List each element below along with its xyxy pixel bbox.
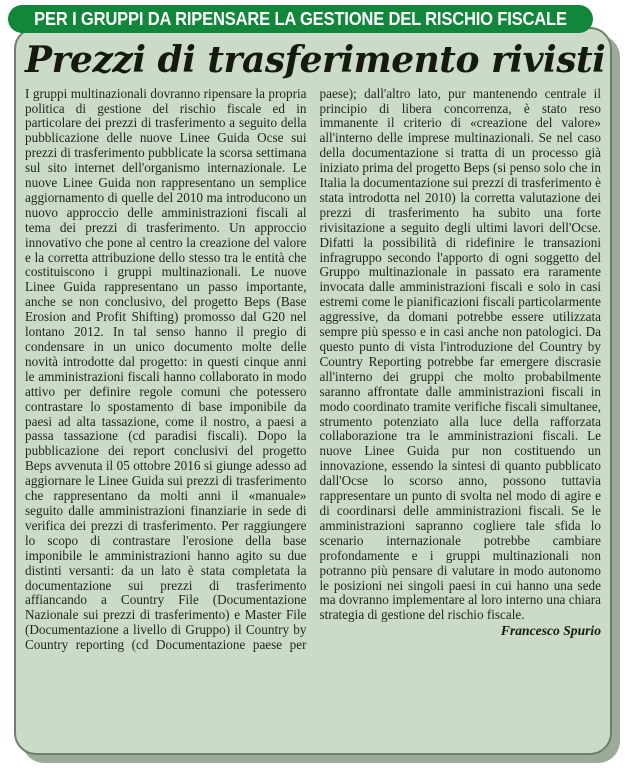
kicker-banner-label: PER I GRUPPI DA RIPENSARE LA GESTIONE DEL RISCHIO FISCALE (34, 9, 567, 29)
article-paragraph: I gruppi multinazionali dovranno ripensare la propria politica di gestione del rischio fiscale ed in particolare dei prezzi di trasferimento a seguito della pubblicazione delle nuove Linee Guida Ocse sui prezzi di trasferimento pubblicate la scorsa settimana sul sito internet dell'organismo internazionale. Le nuove Linee Guida non rappresentano un semplice aggiornamento di quelle del 2010 ma introducono un nuovo approccio delle amministrazioni fiscali al tema dei prezzi di trasferimento. Un approccio innovativo che pone al centro la creazione del valore e la corretta attribuzione dello stesso tra le entità che costituiscono i gruppi multinazionali. Le nuove Linee Guida rappresentano un passo importante, anche se non conclusivo, del progetto Beps (Base Erosion and Profit Shifting) promosso dal G20 nel lontano 2012. In tal senso hanno il pregio di condensare in un unico documento molte delle novità introdotte dal progetto: in questi cinque anni le amministrazioni fiscali hanno collaborato in modo attivo per definire regole comuni che potessero contrastare lo spostamento di base imponibile da paesi ad alta tassazione, come il nostro, a paesi a passa tassazione (cd paradisi fiscali). Dopo la pubblicazione dei report conclusivi del progetto Beps avvenuta il 05 ottobre 2016 si giunge adesso ad aggiornare le Linee Guida sui prezzi di trasferimento che rappresentano da molti anni il «manuale» seguito dalle amministrazioni finanziarie in sede di verifica dei prezzi di trasferimento. Per raggiungere lo scopo di contrastare l'erosione della base imponibile le amministrazioni hanno agito su due distinti versanti: da un lato è stata completata la documentazione sui prezzi di trasferimento affiancando a Country File (Documentazione Nazionale sui prezzi di trasferimento) e Master File (Documentazione a livello di Gruppo) il Country by Country reporting (cd Documentazione paese per paese); dall'altro lato, pur mantenendo centrale il principio di libera concorrenza, è stato reso immanente il criterio di «creazione del valore» all'interno delle imprese multinazionali. Se nel caso della documentazione si tratta di un processo già iniziato prima del progetto Beps (si penso solo che in Italia la documentazione sui prezzi di trasferimento è stata introdotta nel 2010) la corretta valutazione dei prezzi di trasferimento ha subito una forte rivisitazione a seguito degli ultimi lavori dell'Ocse. Difatti la possibilità di ridefinire le transazioni infragruppo secondo l'apporto di ogni soggetto del Gruppo multinazionale in passato era raramente invocata dalle amministrazioni fiscali e solo in casi estremi come le pianificazioni fiscali particolarmente aggressive, da domani potrebbe essere utilizzata sempre più spesso e in casi anche non patologici. Da questo punto di vista l'introduzione del Country by Country Reporting potrebbe far emergere discrasie all'interno dei gruppi che molto probabilmente saranno affrontate dalle amministrazioni fiscali in modo coordinato tramite verifiche fiscali simultanee, strumento potenziato alla luce della rafforzata collaborazione tra le amministrazioni fiscali. Le nuove Linee Guida pur non costituendo un innovazione, essendo la sintesi di quanto pubblicato dall'Ocse lo scorso anno, possono tuttavia rappresentare un punto di svolta nel modo di agire e di coordinarsi delle amministrazioni fiscali. Se le amministrazioni sapranno cogliere tale sfida lo scenario internazionale potrebbe cambiare profondamente e i gruppi multinazionali non potranno più pensare di valutare in modo autonomo le posizioni nei singoli paesi in cui hanno una sede ma dovranno implementare al loro interno una chiara strategia di gestione del rischio fiscale. (25, 86, 601, 653)
kicker-banner (8, 5, 593, 33)
article-byline: Francesco Spurio (500, 623, 601, 639)
article-title: Prezzi di trasferimento rivisti (25, 39, 606, 81)
article-body (25, 87, 601, 739)
article-box (14, 27, 612, 755)
